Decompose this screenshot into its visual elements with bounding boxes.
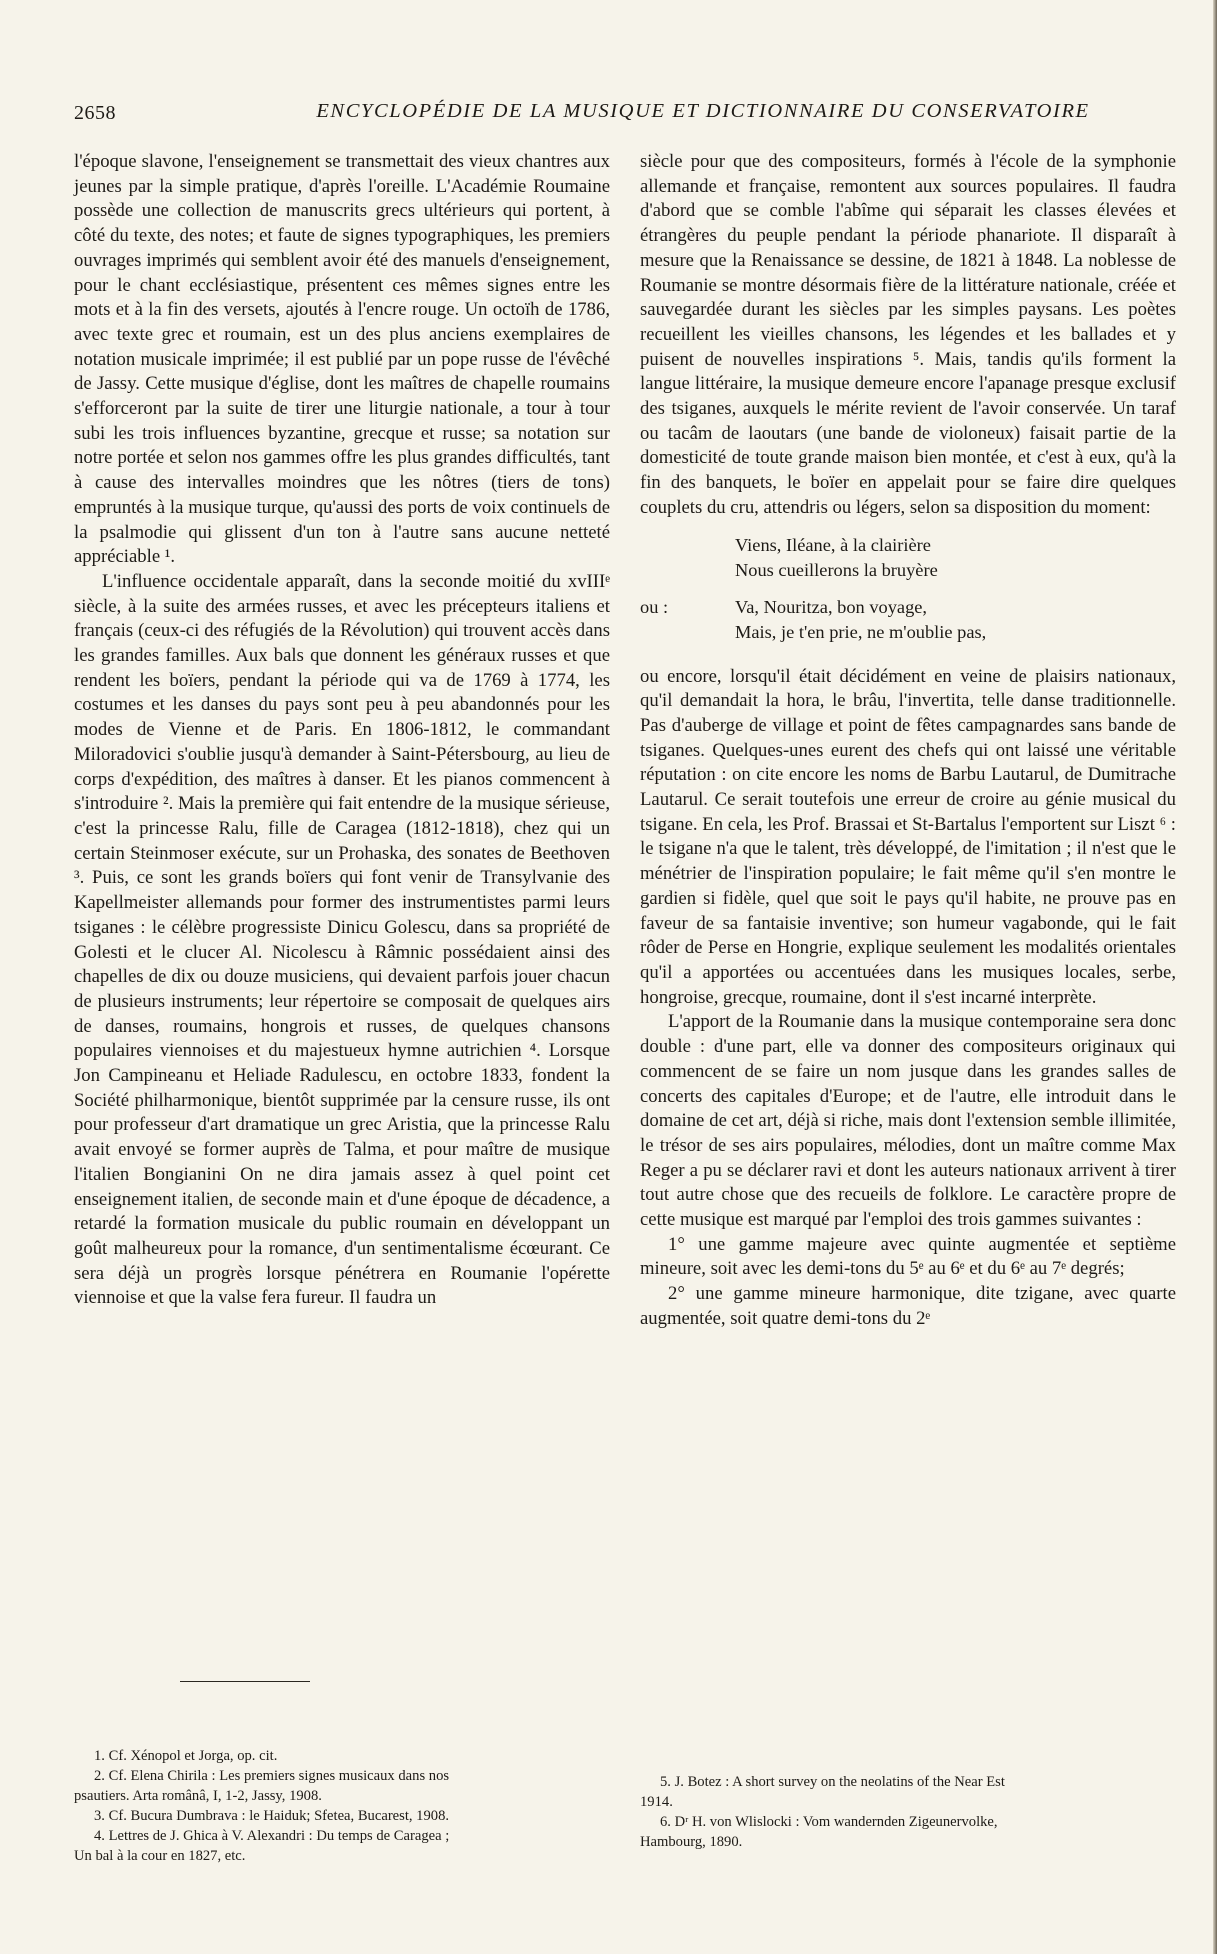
footnotes-right [640,1772,1180,1852]
footnote-6: 6. Dʳ H. von Wlislocki : Vom wandernden Zigeunervolke, [660,1814,998,1830]
running-title: ENCYCLOPÉDIE DE LA MUSIQUE ET DICTIONNAIRE DU CONSERVATOIRE [316,100,1090,122]
footnote-5-continued: 1914. [640,1794,673,1810]
page-header [74,96,1182,136]
page-edge-shadow [1213,0,1217,1954]
verse-line: Va, Nouritza, bon voyage, [735,596,928,617]
left-paragraph-1: l'époque slavone, l'enseignement se transmettait des vieux chantres aux jeunes par la simple pratique, d'après l'oreille. L'Académie Roumaine possède une collection de manuscrits grecs ultérieurs qui portent, à côté du texte, des notes; et faute de signes typographiques, les premiers ouvrages imprimés qui semblent avoir été des manuels d'enseignement, pour le chant ecclésiastique, présentent ces mêmes signes entre les mots et à la fin des versets, ajoutés à l'encre rouge. Un octoïh de 1786, avec texte grec et roumain, est un des plus anciens exemplaires de notation musicale imprimée; il est publié par un pope russe de l'évêché de Jassy. Cette musique d'église, dont les maîtres de chapelle roumains s'efforceront par la suite de tirer une liturgie nationale, a tour à tour subi les trois influences byzantine, grecque et russe; sa notation sur notre portée et selon nos gammes offre les plus grandes difficultés, tant à cause des intervalles moindres que les nôtres (tiers de tons) empruntés à la musique turque, qu'aussi des ports de voix continuels de la psalmodie qui glissent d'un ton à l'autre sans aucune netteté appréciable ¹. [74,151,610,568]
verse-block-2 [640,595,1176,645]
right-paragraph-1: siècle pour que des compositeurs, formés à l'école de la symphonie allemande et française, remontent aux sources populaires. Il faudra d'abord que se comble l'abîme qui séparait les classes élevées et étrangères du peuple pendant la période phanariote. Il disparaît à mesure que la Renaissance se dessine, de 1821 à 1848. La noblesse de Roumanie se montre désormais fière de la littérature nationale, créée et sauvegardée durant les siècles par les simples paysans. Les poètes recueillent les vieilles chansons, les légendes et les ballades et y puisent de nouvelles inspirations ⁵. Mais, tandis qu'ils forment la langue littéraire, la musique demeure encore l'apanage presque exclusif des tsiganes, auxquels le mérite revient de l'avoir conservée. Un taraf ou tacâm de laoutars (une bande de violoneux) faisait partie de la domesticité de toute grande maison bien montée, et c'est à eux, qu'à la fin des banquets, le boïer en appelait pour se faire dire quelques couplets du cru, attendris ou légers, selon sa disposition du moment: [640,151,1176,518]
footnote-6-continued: Hambourg, 1890. [640,1834,743,1850]
verse-line: Mais, je t'en prie, ne m'oublie pas, [735,621,987,642]
footnote-1: 1. Cf. Xénopol et Jorga, op. cit. [94,1748,278,1764]
footnote-4-continued: Un bal à la cour en 1827, etc. [74,1848,246,1864]
verse-line: Viens, Iléane, à la clairière [735,534,931,555]
footnote-2: 2. Cf. Elena Chirila : Les premiers signes musicaux dans nos [94,1768,450,1784]
right-paragraph-2: ou encore, lorsqu'il était décidément en veine de plaisirs nationaux, qu'il demandait la hora, le brâu, l'invertita, telle danse traditionnelle. Pas d'auberge de village et point de fêtes campagnardes sans bande de tsiganes. Quelques-unes eurent des chefs qui ont laissé une véritable réputation : on cite encore les noms de Barbu Lautarul, de Dumitrache Lautarul. Ce serait toutefois une erreur de croire au génie musical du tsigane. En cela, les Prof. Brassai et St-Bartalus l'emportent sur Liszt ⁶ : le tsigane n'a que le talent, très développé, de l'imitation ; il n'est que le ménétrier de l'inspiration populaire; le fait même qu'il s'en montre le gardien si fidèle, quel que soit le pays qu'il habite, ne prouve pas en faveur de sa fantaisie inventive; son humeur vagabonde, qui le fait rôder de Perse en Hongrie, explique seulement les modalités orientales qu'il a apportées ou accentuées dans les musiques locales, serbe, hongroise, grecque, roumaine, dont il s'est incarné interprète. [640,665,1176,1008]
footnote-4: 4. Lettres de J. Ghica à V. Alexandri : Du temps de Caragea ; [94,1828,450,1844]
right-paragraph-5: 2° une gamme mineure harmonique, dite tzigane, avec quarte augmentée, soit quatre demi-tons du 2ᵉ [640,1283,1176,1329]
verse-block-1 [640,533,1176,583]
verse-line: Nous cueillerons la bruyère [735,559,938,580]
footnote-2-continued: psautiers. Arta românâ, I, 1-2, Jassy, 1908. [74,1788,322,1804]
right-paragraph-3: L'apport de la Roumanie dans la musique contemporaine sera donc double : d'une part, elle va donner des compositeurs originaux qui commencent de se faire un nom jusque dans les grandes salles de concerts des capitales d'Europe; et de l'autre, elle introduit dans le domaine de cet art, déjà si riche, mais dont l'extension semble illimitée, le trésor de ses airs populaires, mélodies, dont un maître comme Max Reger a pu se déclarer ravi et dont les auteurs nationaux arrivent à tirer tout autre chose que des recueils de folklore. Le caractère propre de cette musique est marqué par l'emploi des trois gammes suivantes : [640,1011,1176,1231]
verse-connector: ou : [640,596,669,617]
footnote-5: 5. J. Botez : A short survey on the neolatins of the Near Est [660,1774,1005,1790]
right-column [640,150,1176,1332]
right-paragraph-4: 1° une gamme majeure avec quinte augmentée et septième mineure, soit avec les demi-tons du 5ᵉ au 6ᵉ et du 6ᵉ au 7ᵉ degrés; [640,1233,1176,1280]
left-column [74,150,610,1311]
footnote-separator [180,1681,310,1682]
page-number: 2658 [74,102,116,124]
footnote-3: 3. Cf. Bucura Dumbrava : le Haiduk; Sfetea, Bucarest, 1908. [94,1808,450,1824]
left-paragraph-2: L'influence occidentale apparaît, dans la seconde moitié du xvIIIᵉ siècle, à la suite des armées russes, et avec les précepteurs italiens et français (ceux-ci des réfugiés de la Révolution) qui trouvent accès dans les grandes familles. Aux bals que donnent les généraux russes et que rendent les boïers, pendant la période qui va de 1769 à 1774, les costumes et les danses du pays sont peu à peu abandonnés pour les modes de Vienne et de Paris. En 1806-1812, le commandant Miloradovici s'oublie jusqu'à demander à Saint-Pétersbourg, au lieu de corps d'expédition, des maîtres à danser. Et les pianos commencent à s'introduire ². Mais la première qui fait entendre de la musique sérieuse, c'est la princesse Ralu, fille de Caragea (1812-1818), chez qui un certain Steinmoser exécute, sur un Prohaska, des sonates de Beethoven ³. Puis, ce sont les grands boïers qui font venir de Transylvanie des Kapellmeister allemands pour former des instrumentistes parmi leurs tsiganes : le célèbre progressiste Dinicu Golescu, dans sa propriété de Golesti et le clucer Al. Nicolescu à Râmnic possédaient ainsi des chapelles de dix ou douze musiciens, qui devaient parfois jouer chacun de plusieurs instruments; leur répertoire se composait de quelques airs de danses, roumains, hongrois et russes, de quelques chansons populaires viennoises et du majestueux hymne autrichien ⁴. Lorsque Jon Campineanu et Heliade Radulescu, en octobre 1833, fondent la Société philharmonique, bientôt supprimée par la censure russe, ils ont pour professeur d'art dramatique un grec Aristia, que la princesse Ralu avait envoyé se former auprès de Talma, et pour maître de musique l'italien Bongianini On ne dira jamais assez à quel point cet enseignement italien, de seconde main et d'une époque de décadence, a retardé la formation musicale du public roumain en développant un goût malheureux pour la romance, d'un sentimentalisme écœurant. Ce sera déjà un progrès lorsque pénétrera en Roumanie l'opérette viennoise et que la valse fera fureur. Il faudra un [74,570,610,1309]
footnotes-left [74,1746,614,1866]
